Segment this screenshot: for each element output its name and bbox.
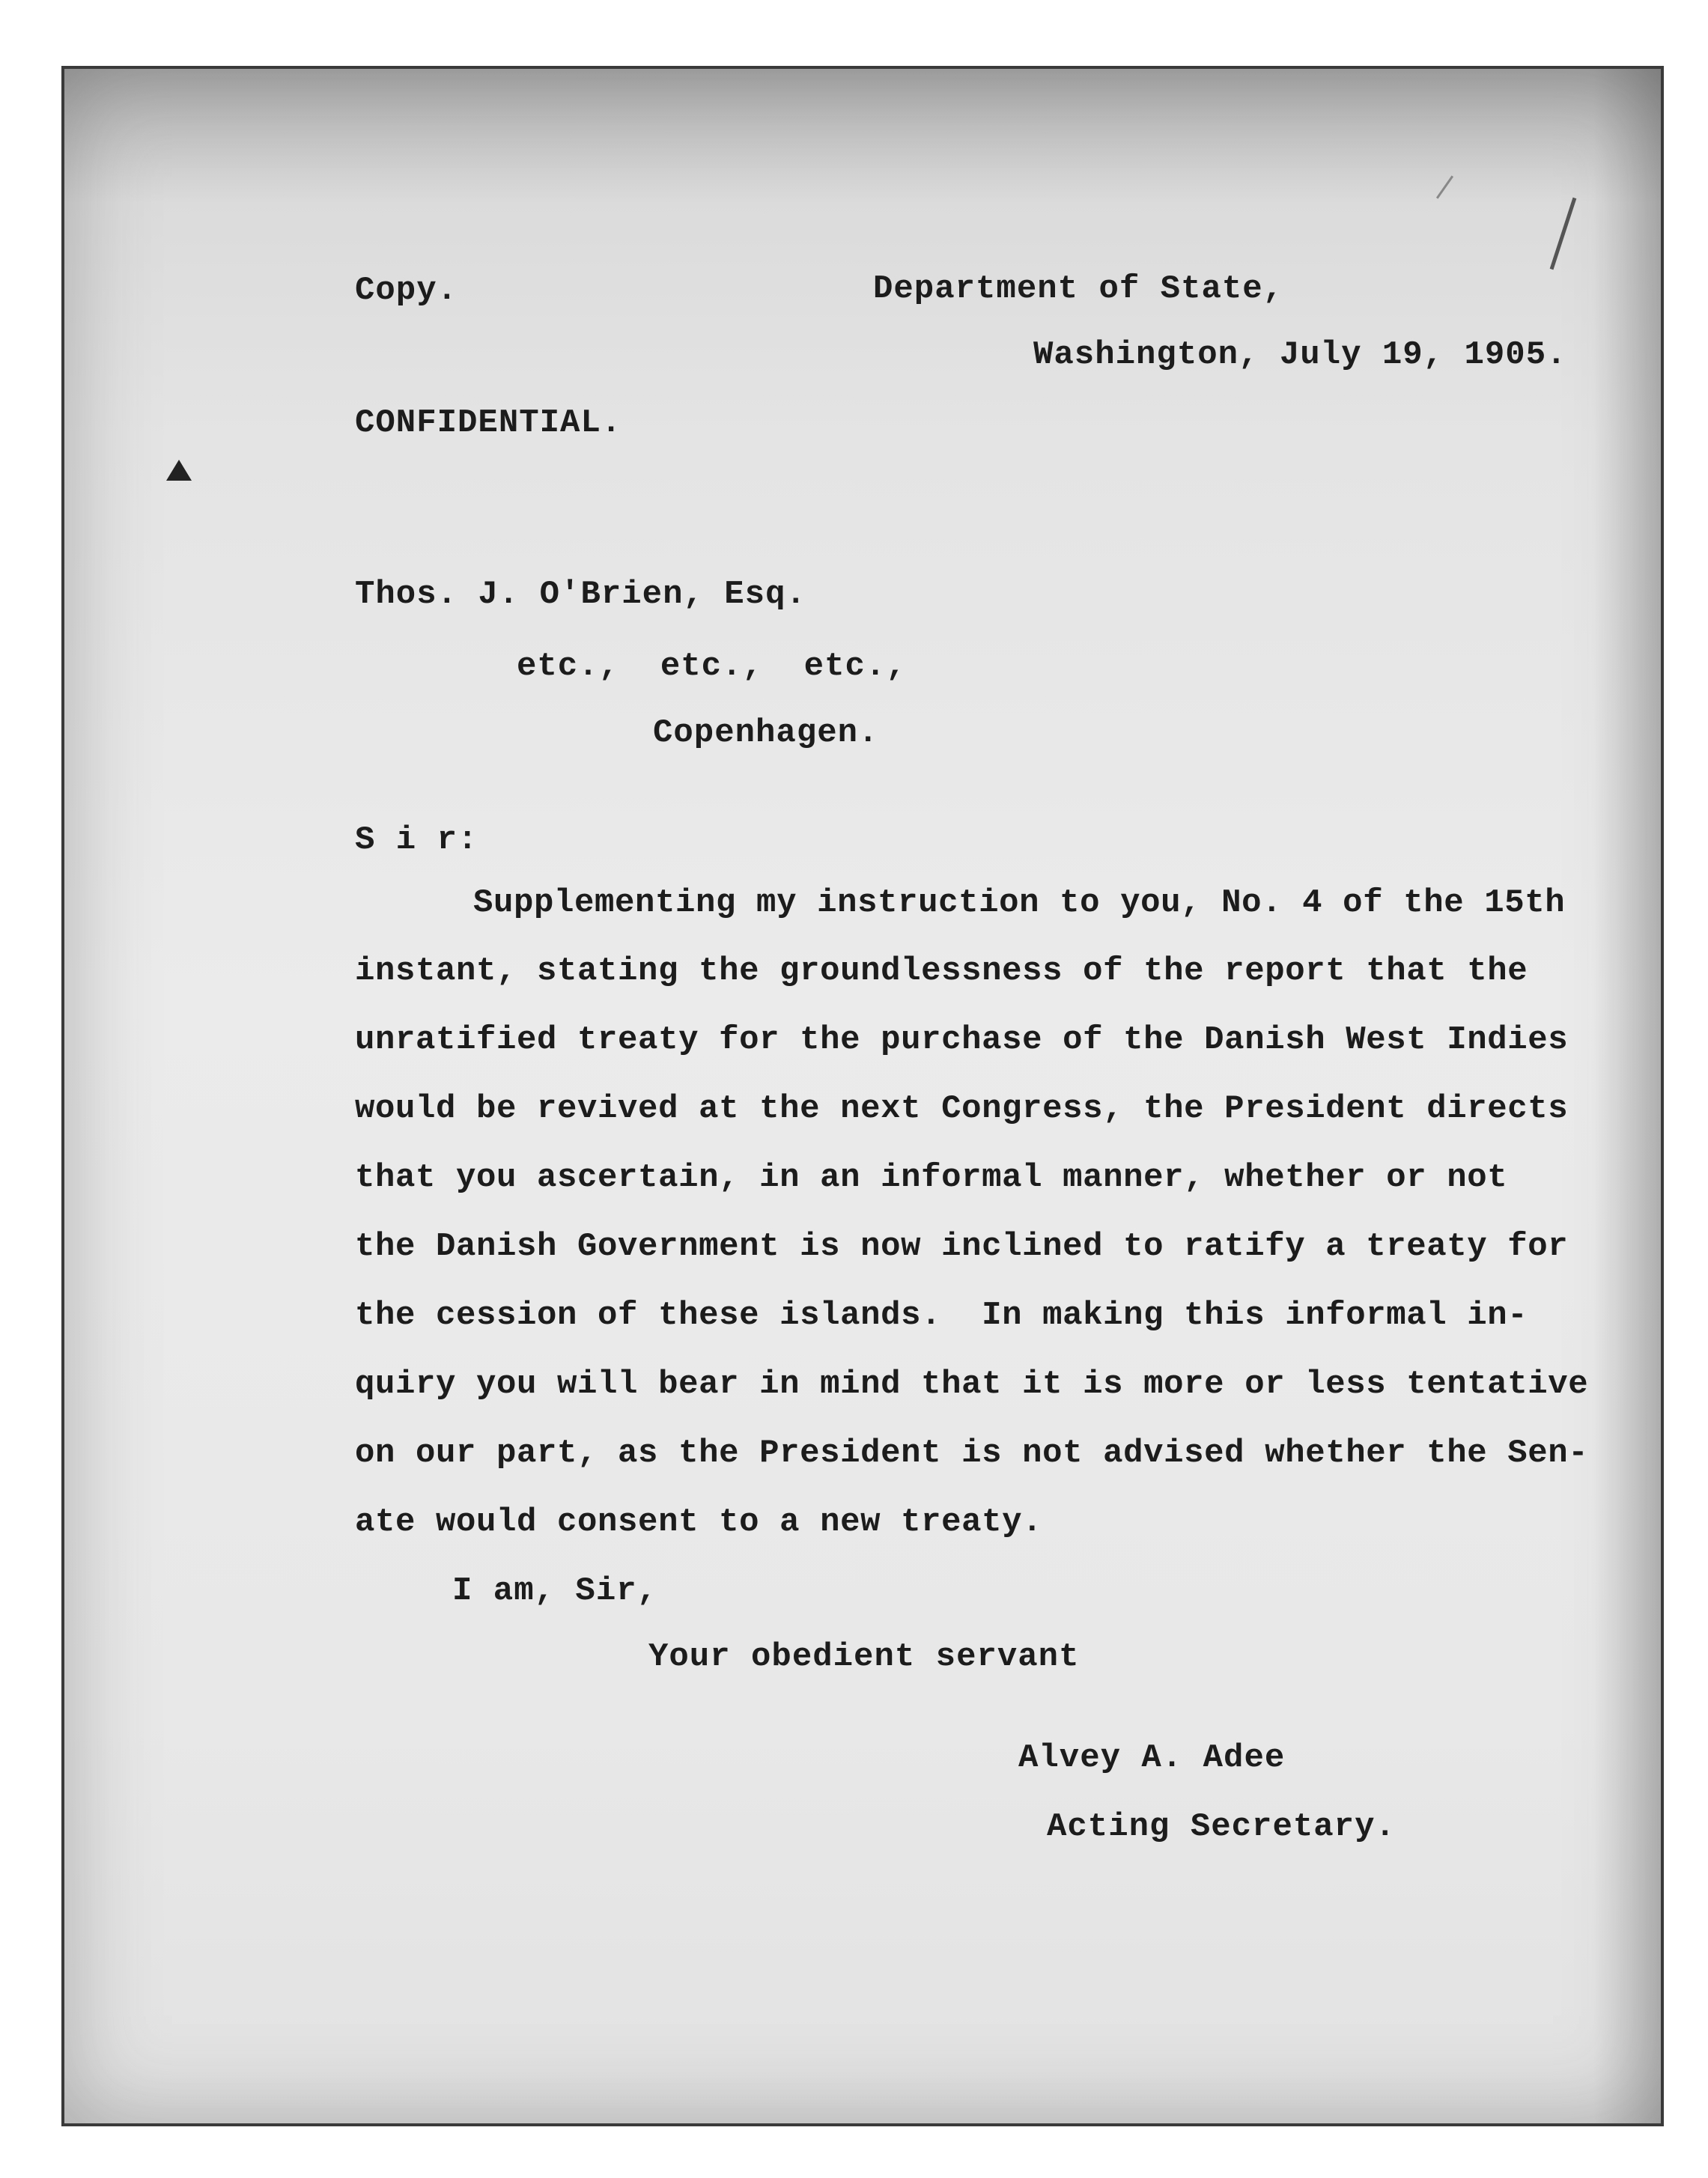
margin-triangle-mark — [166, 460, 192, 481]
body-line: on our part, as the President is not advised whether the Sen- — [355, 1435, 1589, 1472]
salutation: S i r: — [355, 821, 478, 859]
body-line: the Danish Government is now inclined to ratify a treaty for — [355, 1228, 1569, 1265]
body-line: unratified treaty for the purchase of the Danish West Indies — [355, 1021, 1569, 1059]
body-line: instant, stating the groundlessness of the report that the — [355, 952, 1528, 990]
addressee-titles: etc., etc., etc., — [517, 648, 907, 685]
department-name: Department of State, — [873, 270, 1284, 308]
body-line: the cession of these islands. In making this informal in- — [355, 1297, 1528, 1334]
place-date: Washington, July 19, 1905. — [1033, 336, 1567, 374]
copy-label: Copy. — [355, 272, 458, 309]
closing-line-1: I am, Sir, — [452, 1572, 658, 1610]
body-line: Supplementing my instruction to you, No. 4 of the 15th — [473, 884, 1566, 922]
addressee-city: Copenhagen. — [653, 714, 879, 752]
body-line: would be revived at the next Congress, the President directs — [355, 1090, 1569, 1128]
signature-title: Acting Secretary. — [1047, 1808, 1396, 1846]
body-line: quiry you will bear in mind that it is more or less tentative — [355, 1366, 1589, 1403]
closing-line-2: Your obedient servant — [648, 1638, 1080, 1676]
signature-name: Alvey A. Adee — [1018, 1739, 1286, 1777]
page-shadow-right — [1593, 69, 1661, 2123]
confidential-label: CONFIDENTIAL. — [355, 404, 622, 442]
page-shadow-top — [64, 69, 1661, 204]
body-line: ate would consent to a new treaty. — [355, 1503, 1043, 1541]
addressee-name: Thos. J. O'Brien, Esq. — [355, 576, 806, 613]
body-line: that you ascertain, in an informal manner, whether or not — [355, 1159, 1508, 1196]
